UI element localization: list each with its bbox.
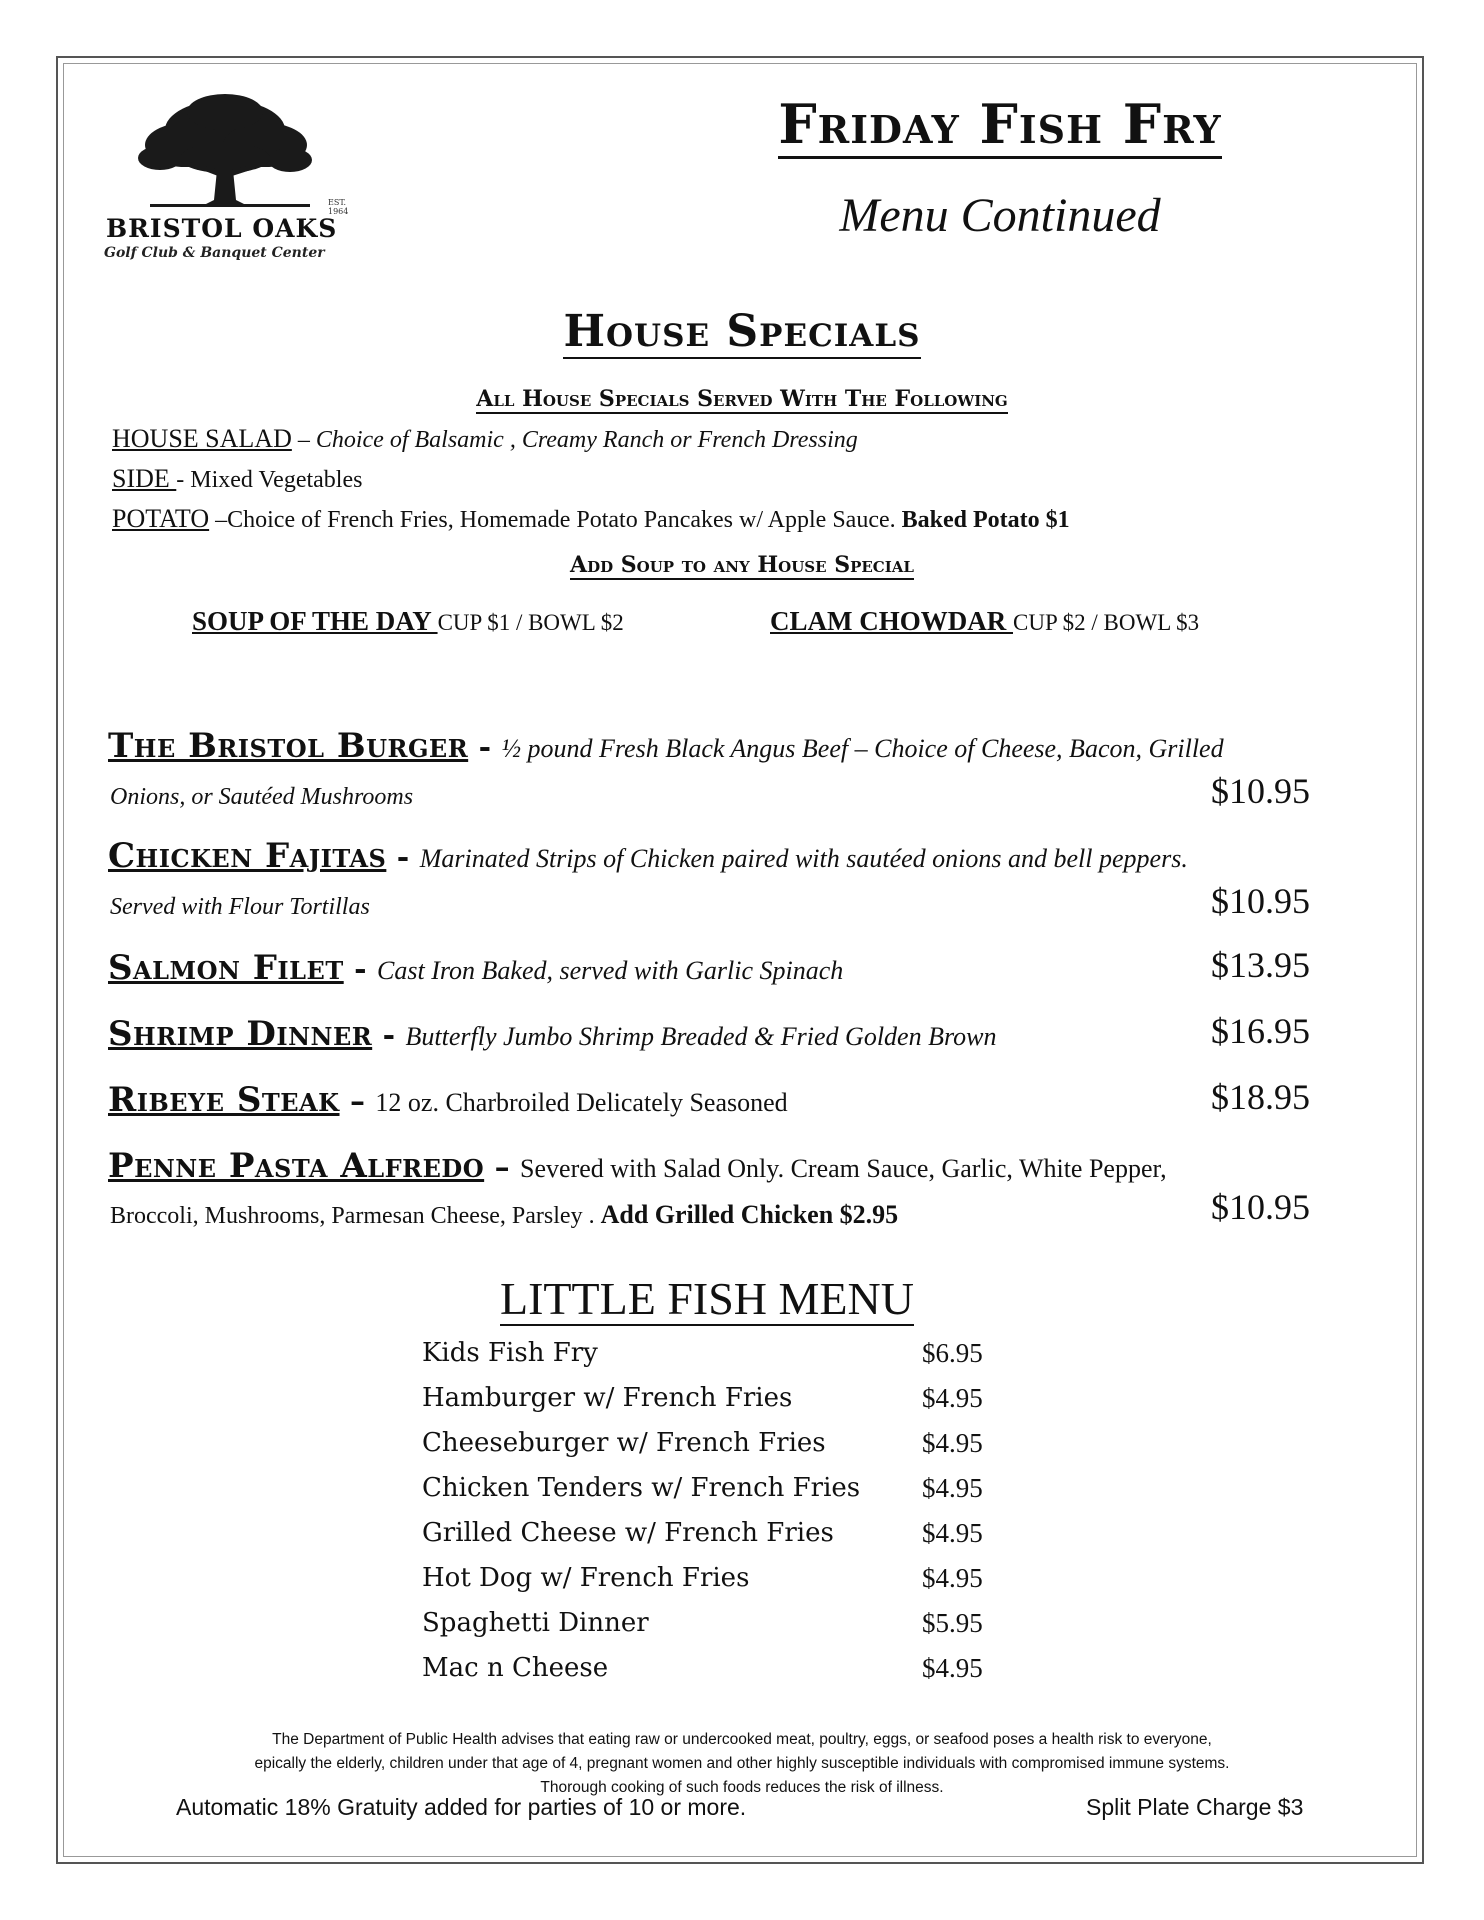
clam-chowdar-price: CUP $2 / BOWL $3 [1013, 610, 1200, 635]
add-soup-heading [0, 552, 1484, 578]
add-soup-text: Add Soup to any House Special [570, 552, 914, 578]
kids-item-price: $6.95 [922, 1338, 983, 1368]
item-name: The Bristol Burger [108, 726, 469, 766]
menu-item-chicken-fajitas [108, 836, 1308, 876]
little-fish-title [0, 1272, 1414, 1325]
soup-of-day-price: CUP $1 / BOWL $2 [437, 610, 624, 635]
menu-item-bristol-burger [108, 726, 1308, 766]
side-text: - Mixed Vegetables [176, 467, 363, 493]
oak-tree-icon [130, 90, 320, 210]
item-name: Penne Pasta Alfredo [108, 1146, 485, 1186]
item-desc: Marinated Strips of Chicken paired with sautéed onions and bell peppers. [419, 844, 1188, 873]
kids-item-name: Cheeseburger w/ French Fries [422, 1428, 826, 1458]
item-name: Shrimp Dinner [108, 1014, 373, 1054]
kids-item-name: Chicken Tenders w/ French Fries [422, 1473, 861, 1503]
item-dash: - [468, 730, 502, 765]
split-plate-note: Split Plate Charge $3 [1086, 1794, 1304, 1820]
clam-chowdar-label: CLAM CHOWDAR [770, 606, 1013, 636]
menu-item-ribeye-steak [108, 1080, 1308, 1120]
item-desc-cont [110, 1200, 898, 1230]
item-price: $16.95 [1211, 1011, 1310, 1051]
kids-item-name: Spaghetti Dinner [422, 1608, 649, 1638]
house-specials-title-text: House Specials [563, 306, 921, 357]
kids-item-price: $4.95 [922, 1518, 983, 1548]
kids-item-name: Hamburger w/ French Fries [422, 1383, 793, 1413]
menu-item-penne-pasta [108, 1146, 1308, 1186]
soup-of-day-label: SOUP OF THE DAY [192, 606, 438, 636]
item-desc: 12 oz. Charbroiled Delicately Seasoned [375, 1088, 788, 1117]
item-desc: Severed with Salad Only. Cream Sauce, Garlic, White Pepper, [520, 1154, 1167, 1183]
item-price: $10.95 [1211, 771, 1310, 811]
clam-chowdar [770, 606, 1199, 637]
kids-item-price: $5.95 [922, 1608, 983, 1638]
item-name: Chicken Fajitas [108, 836, 387, 876]
est-text: EST. 1964 [328, 198, 349, 216]
page-title [690, 92, 1310, 156]
item-desc: ½ pound Fresh Black Angus Beef – Choice of Cheese, Bacon, Grilled [501, 734, 1224, 763]
kids-item-name: Grilled Cheese w/ French Fries [422, 1518, 834, 1548]
house-salad-label: HOUSE SALAD [112, 424, 292, 453]
bristol-oaks-logo [100, 90, 360, 270]
item-dash: – [484, 1150, 521, 1185]
item-price: $13.95 [1211, 945, 1310, 985]
little-fish-title-text: LITTLE FISH MENU [500, 1273, 914, 1324]
kids-item-name: Mac n Cheese [422, 1653, 609, 1683]
house-specials-title [0, 306, 1484, 357]
kids-item-name: Hot Dog w/ French Fries [422, 1563, 750, 1593]
kids-item-price: $4.95 [922, 1428, 983, 1458]
item-desc: Butterfly Jumbo Shrimp Breaded & Fried Golden Brown [405, 1022, 997, 1051]
health-notice-line-2: epically the elderly, children under that age of 4, pregnant women and other highly susceptible individuals with compromised immune systems. [254, 1755, 1230, 1772]
item-dash: - [372, 1018, 406, 1053]
side-line [112, 464, 362, 494]
item-dash: – [339, 1084, 376, 1119]
item-desc-cont-text: Broccoli, Mushrooms, Parmesan Cheese, Parsley . [110, 1203, 601, 1229]
served-with-text: All House Specials Served With The Following [476, 386, 1008, 412]
menu-item-salmon-filet [108, 948, 1308, 988]
item-price: $10.95 [1211, 881, 1310, 921]
item-desc-cont: Served with Flour Tortillas [110, 894, 370, 920]
item-dash: - [343, 952, 378, 987]
menu-item-shrimp-dinner [108, 1014, 1308, 1054]
health-notice-line-3: Thorough cooking of such foods reduces the risk of illness. [540, 1779, 944, 1796]
potato-line [112, 504, 1070, 534]
item-price: $10.95 [1211, 1187, 1310, 1227]
page-subtitle: Menu Continued [839, 189, 1161, 242]
item-desc: Cast Iron Baked, served with Garlic Spinach [377, 956, 844, 985]
logo-subtitle: Golf Club & Banquet Center [104, 245, 325, 261]
potato-text: –Choice of French Fries, Homemade Potato Pancakes w/ Apple Sauce. [209, 507, 902, 533]
logo-name: BRISTOL OAKS [106, 214, 338, 243]
side-label: SIDE [112, 464, 177, 493]
item-dash: - [386, 840, 420, 875]
gratuity-note: Automatic 18% Gratuity added for parties of 10 or more. [176, 1794, 747, 1820]
health-notice-line-1: The Department of Public Health advises that eating raw or undercooked meat, poultry, eggs, or seafood poses a health risk to everyone, [272, 1731, 1212, 1748]
served-with-heading [0, 386, 1484, 412]
item-price: $18.95 [1211, 1077, 1310, 1117]
kids-item-price: $4.95 [922, 1563, 983, 1593]
potato-label: POTATO [112, 504, 210, 533]
item-name: Ribeye Steak [108, 1080, 340, 1120]
item-desc-cont: Onions, or Sautéed Mushrooms [110, 784, 414, 810]
add-chicken-text: Add Grilled Chicken $2.95 [600, 1200, 899, 1229]
house-salad-line [112, 424, 858, 454]
potato-bold: Baked Potato $1 [901, 507, 1070, 533]
soup-of-day [192, 606, 624, 637]
item-name: Salmon Filet [108, 948, 344, 988]
kids-item-price: $4.95 [922, 1473, 983, 1503]
kids-item-price: $4.95 [922, 1383, 983, 1413]
page-title-text: Friday Fish Fry [778, 92, 1221, 159]
kids-item-name: Kids Fish Fry [422, 1338, 598, 1368]
house-salad-sep: – [291, 427, 316, 453]
kids-item-price: $4.95 [922, 1653, 983, 1683]
house-salad-text: Choice of Balsamic , Creamy Ranch or French Dressing [315, 427, 858, 453]
